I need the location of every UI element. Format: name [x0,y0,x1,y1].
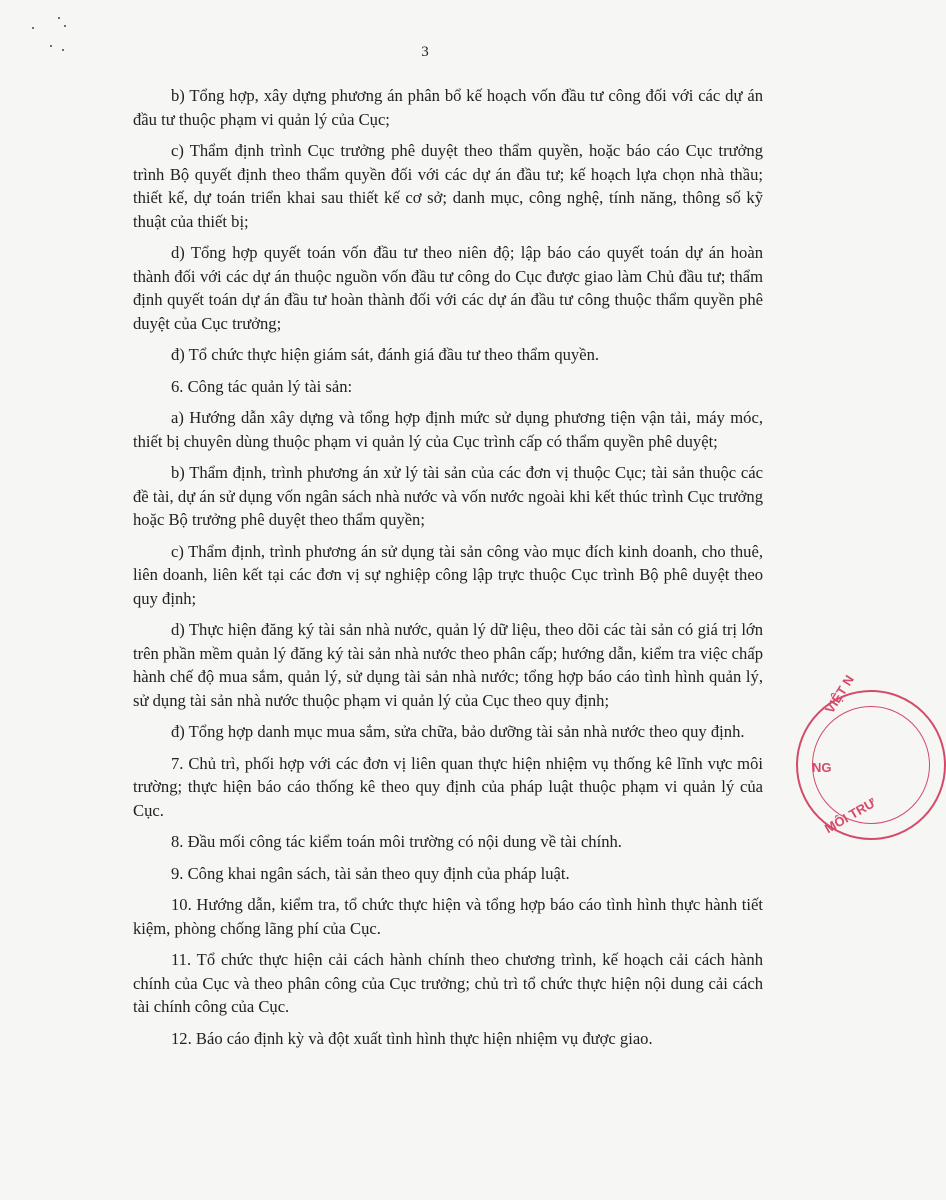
page-number: 3 [421,44,429,60]
paragraph: a) Hướng dẫn xây dựng và tổng hợp định mức sử dụng phương tiện vận tải, máy móc, thiết bị chuyên dùng thuộc phạm vi quản lý của Cục trình cấp có thẩm quyền phê duyệt; [133,408,763,451]
paragraph: 8. Đầu mối công tác kiểm toán môi trường có nội dung về tài chính. [171,832,622,851]
seal-text-middle: NG [812,760,832,775]
section-heading: 6. Công tác quản lý tài sản: [171,376,353,396]
paragraph: 11. Tổ chức thực hiện cải cách hành chính theo chương trình, kế hoạch cải cách hành chính của Cục và theo phân công của Cục trưởng; chủ trì tổ chức thực hiện nội dung cải cách tài chính công của Cục. [133,950,763,1016]
paragraph: 7. Chủ trì, phối hợp với các đơn vị liên quan thực hiện nhiệm vụ thống kê lĩnh vực môi trường; thực hiện báo cáo thống kê theo quy định của pháp luật thuộc phạm vi quản lý của Cục. [133,753,763,820]
official-seal [796,672,946,840]
paragraph: đ) Tổ chức thực hiện giám sát, đánh giá đầu tư theo thẩm quyền. [171,345,600,364]
paragraph: d) Thực hiện đăng ký tài sản nhà nước, quản lý dữ liệu, theo dõi các tài sản có giá trị lớn trên phần mềm quản lý đăng ký tài sản nhà nước theo phân cấp; hướng dẫn, kiểm tra việc chấp hành chế độ mua sắm, quản lý, sử dụng tài sản nhà nước; tổng hợp báo cáo tình hình quản lý, sử dụng tài sản nhà nước thuộc phạm vi quản lý của Cục theo quy định; [133,620,763,710]
paragraph: 10. Hướng dẫn, kiểm tra, tổ chức thực hiện và tổng hợp báo cáo tình hình thực hành tiết kiệm, phòng chống lãng phí của Cục. [133,895,763,938]
paragraph: c) Thẩm định trình Cục trưởng phê duyệt theo thẩm quyền, hoặc báo cáo Cục trưởng trình Bộ quyết định theo thẩm quyền đối với các dự án đầu tư; kế hoạch lựa chọn nhà thầu; thiết kế, dự toán triển khai sau thiết kế cơ sở; danh mục, công nghệ, tính năng, thông số kỹ thuật của thiết bị; [133,141,763,231]
paragraph: 12. Báo cáo định kỳ và đột xuất tình hình thực hiện nhiệm vụ được giao. [171,1028,653,1048]
seal-text-bottom: MÔI TRƯ [822,794,879,837]
paragraph: b) Tổng hợp, xây dựng phương án phân bổ kế hoạch vốn đầu tư công đối với các dự án đầu tư thuộc phạm vi quản lý của Cục; [133,86,763,129]
paragraph: c) Thẩm định, trình phương án sử dụng tài sản công vào mục đích kinh doanh, cho thuê, liên doanh, liên kết tại các đơn vị sự nghiệp công lập trực thuộc Cục trình Bộ phê duyệt theo quy định; [133,541,763,608]
paragraph: 9. Công khai ngân sách, tài sản theo quy định của pháp luật. [171,863,570,883]
paragraph: đ) Tổng hợp danh mục mua sắm, sửa chữa, bảo dưỡng tài sản nhà nước theo quy định. [171,722,745,741]
paragraph: d) Tổng hợp quyết toán vốn đầu tư theo niên độ; lập báo cáo quyết toán dự án hoàn thành đối với các dự án thuộc nguồn vốn đầu tư công do Cục được giao làm Chủ đầu tư; thẩm định quyết toán dự án đầu tư hoàn thành đối với các dự án đầu tư công thuộc thẩm quyền phê duyệt của Cục trưởng; [133,243,763,333]
seal-text-top: VIỆT N [822,672,857,716]
paragraph: b) Thẩm định, trình phương án xử lý tài sản của các đơn vị thuộc Cục; tài sản thuộc các đề tài, dự án sử dụng vốn ngân sách nhà nước và vốn nước ngoài khi kết thúc trình Cục trưởng hoặc Bộ trưởng phê duyệt theo thẩm quyền; [133,463,763,529]
document-body [133,84,763,1058]
